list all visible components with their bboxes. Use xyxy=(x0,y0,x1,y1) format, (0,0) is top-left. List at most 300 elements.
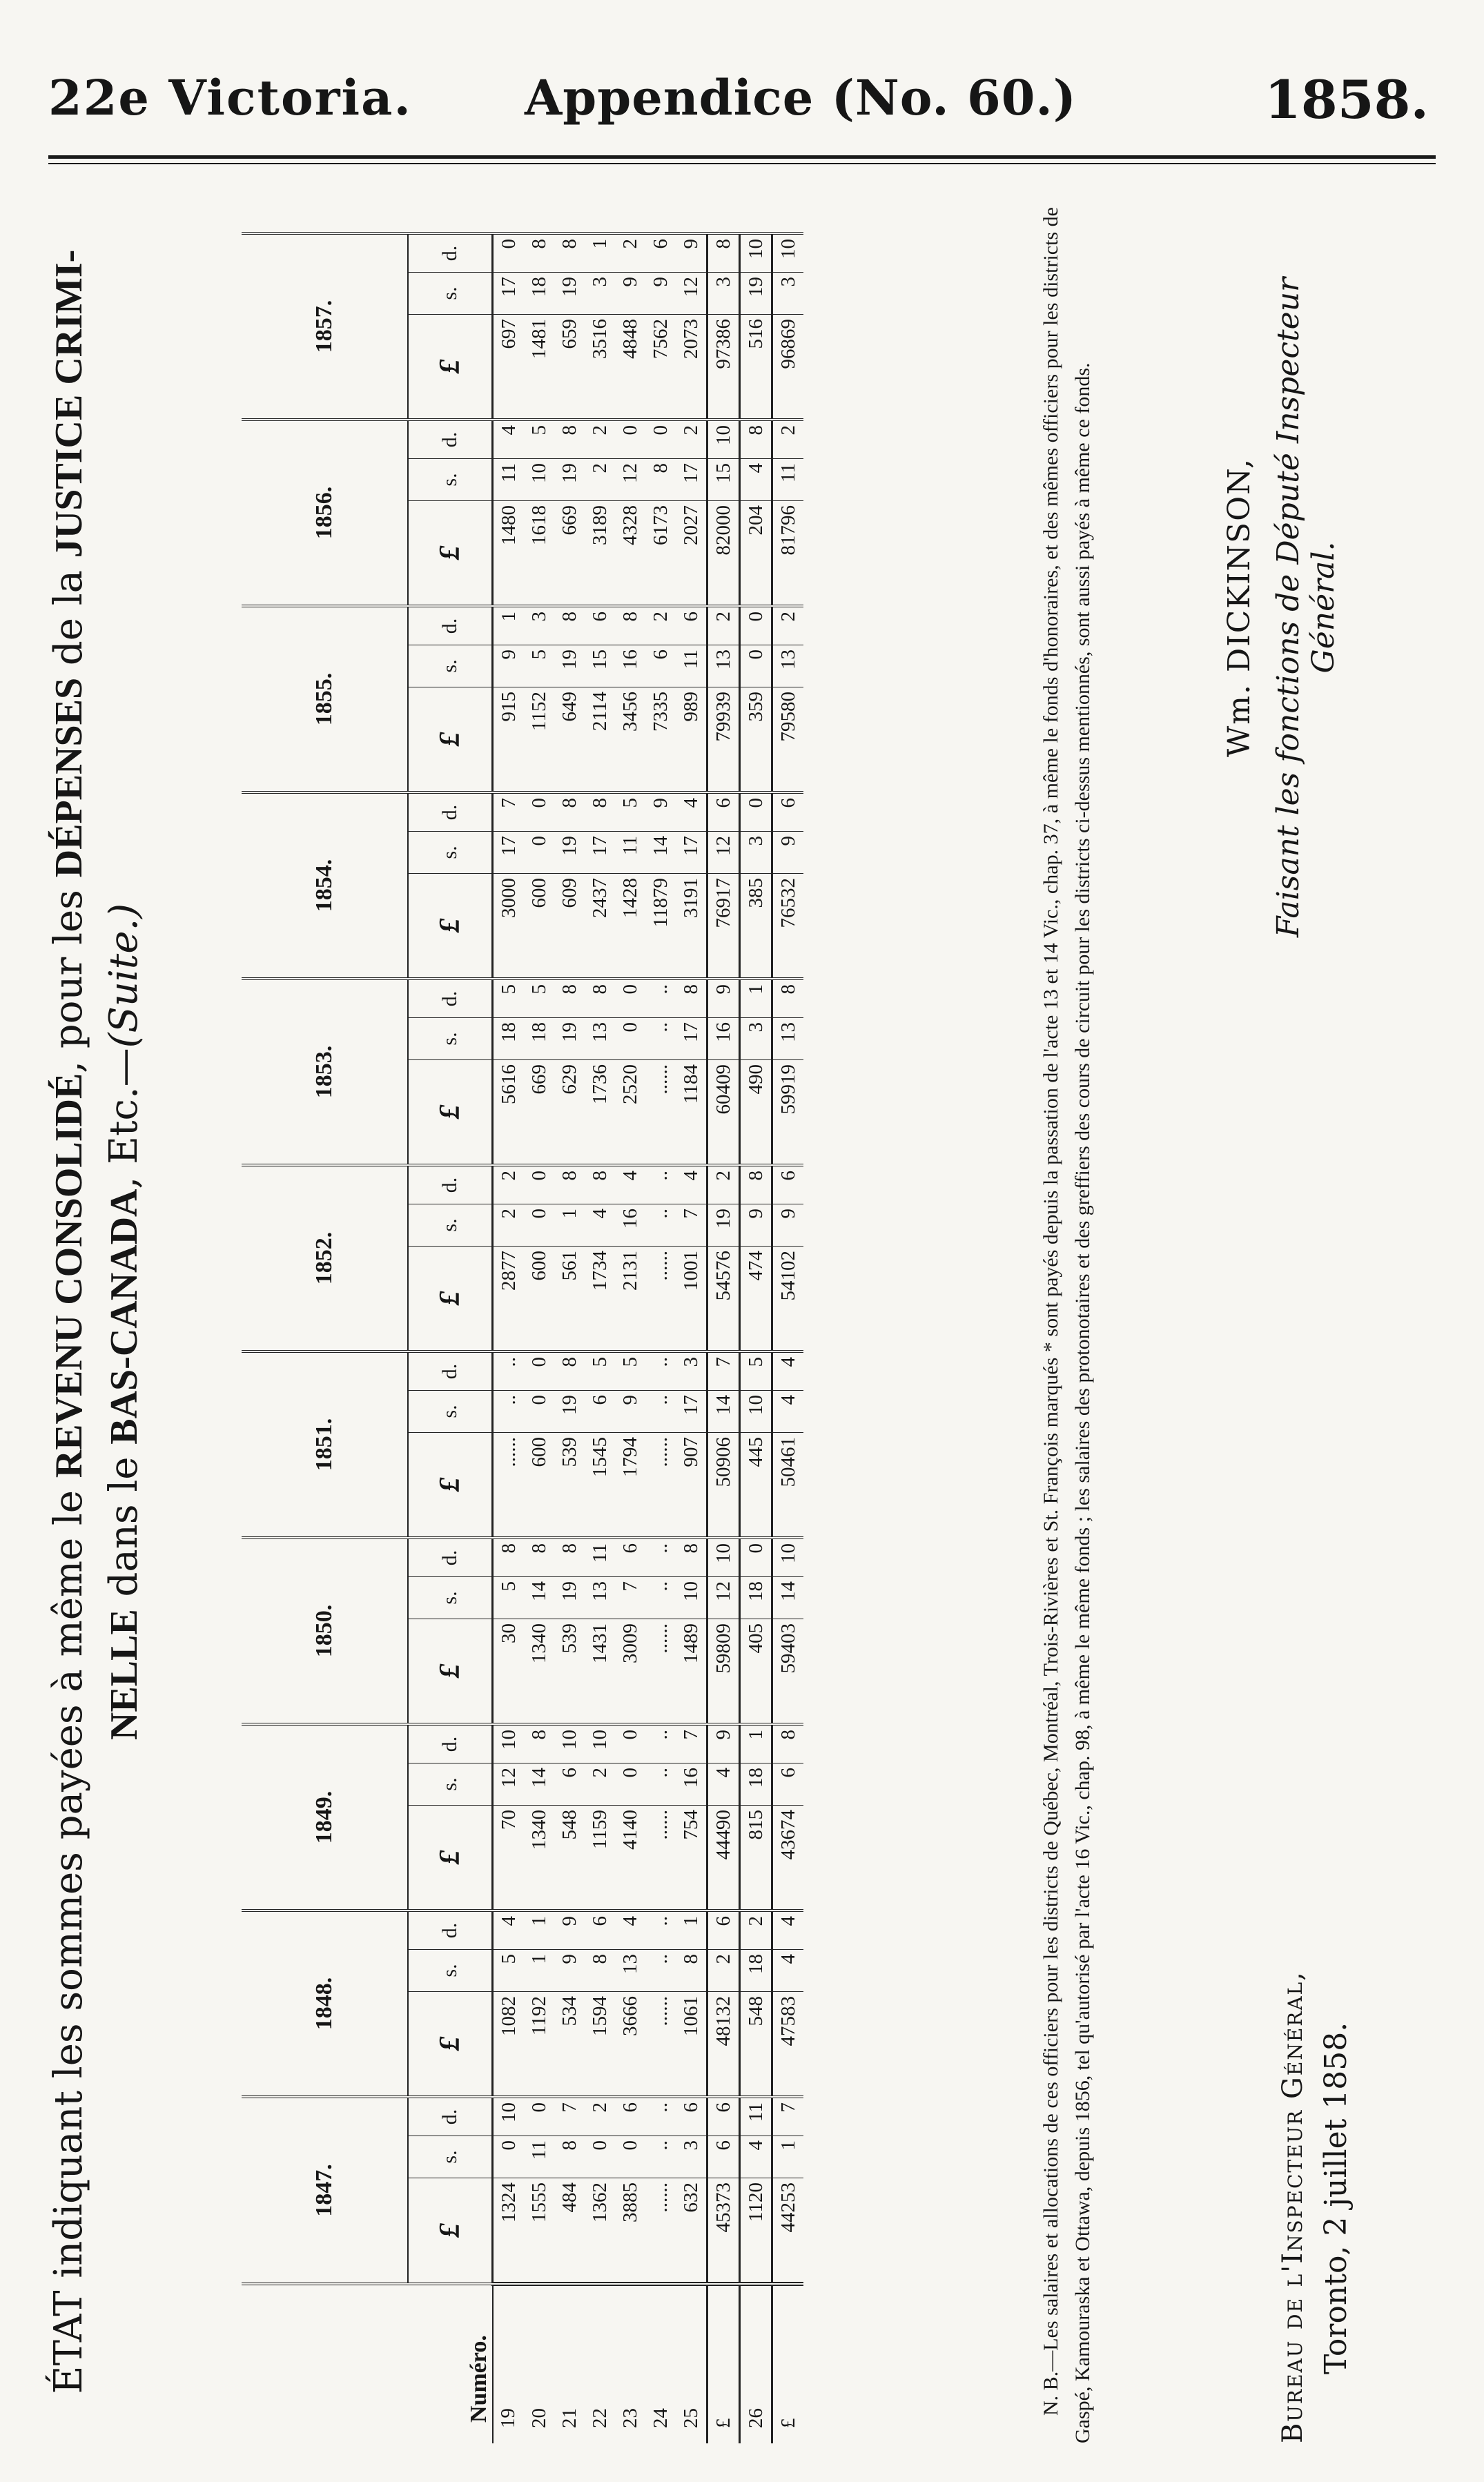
shill-cell: 17 xyxy=(493,832,525,874)
penny-cell: 5 xyxy=(524,420,554,459)
pound-cell: 59919 xyxy=(772,1060,804,1166)
penny-cell: 2 xyxy=(772,606,804,645)
penny-cell: 2 xyxy=(772,420,804,459)
shill-cell: 14 xyxy=(707,1391,740,1433)
pound-cell: 474 xyxy=(744,1251,767,1281)
pound-cell: 649 xyxy=(558,692,580,722)
year-header: 1857. xyxy=(242,233,408,420)
pound-cell: 3009 xyxy=(618,1623,641,1663)
penny-cell: 8 xyxy=(554,606,585,645)
shill-cell: 0 xyxy=(524,1204,554,1247)
shill-cell: 9 xyxy=(615,273,645,315)
shill-cell: 11 xyxy=(524,2136,554,2178)
shill-cell: 2 xyxy=(585,1763,615,1806)
shill-cell: .. xyxy=(645,1018,676,1060)
document-title xyxy=(35,173,207,2471)
shill-cell: 4 xyxy=(585,1204,615,1247)
pound-cell: ...... xyxy=(497,1437,520,1467)
penny-cell: 2 xyxy=(615,233,645,273)
penny-unit-header: d. xyxy=(408,1351,493,1391)
shill-cell: 19 xyxy=(554,273,585,315)
penny-cell: 0 xyxy=(740,1538,772,1577)
shill-cell: 13 xyxy=(585,1018,615,1060)
pound-cell: 548 xyxy=(558,1810,580,1840)
pound-cell: 359 xyxy=(744,692,767,722)
penny-cell: 8 xyxy=(676,979,707,1018)
shill-cell: 15 xyxy=(585,645,615,687)
shill-cell: 17 xyxy=(493,273,525,315)
penny-cell: 9 xyxy=(676,233,707,273)
shill-cell: 9 xyxy=(493,645,525,687)
pound-cell: 54102 xyxy=(772,1247,804,1352)
table-row xyxy=(615,233,645,2443)
pound-cell: 3666 xyxy=(618,1996,641,2036)
pound-cell: 79580 xyxy=(772,687,804,793)
title-part: , pour les xyxy=(46,877,91,1073)
pound-cell: ...... xyxy=(649,1810,672,1840)
shilling-unit-header: s. xyxy=(408,1577,493,1619)
pound-cell: 669 xyxy=(558,505,580,536)
row-number: 19 xyxy=(493,2284,525,2443)
penny-cell: 6 xyxy=(676,606,707,645)
year-header: 1851. xyxy=(242,1351,408,1538)
pound-unit-header: £ xyxy=(408,1433,493,1538)
signature-block xyxy=(1222,262,1341,952)
pound-cell: 484 xyxy=(558,2182,580,2213)
penny-cell: 8 xyxy=(585,979,615,1018)
shill-cell: 19 xyxy=(554,459,585,501)
shill-cell: 13 xyxy=(585,1577,615,1619)
shill-cell: 19 xyxy=(554,1391,585,1433)
penny-cell: 6 xyxy=(772,1165,804,1204)
pound-cell: 1120 xyxy=(744,2182,767,2222)
shill-cell: 6 xyxy=(585,1391,615,1433)
pound-cell: 1362 xyxy=(588,2182,611,2222)
pound-cell: 2437 xyxy=(588,878,611,918)
shill-cell: 18 xyxy=(740,1577,772,1619)
penny-cell: 2 xyxy=(740,1911,772,1950)
year-header: 1849. xyxy=(242,1724,408,1911)
shill-cell: 12 xyxy=(676,273,707,315)
title-emphasis: DÉPENSES xyxy=(48,677,90,878)
penny-cell: 0 xyxy=(524,1351,554,1391)
pound-cell: 1324 xyxy=(497,2182,520,2222)
penny-cell: .. xyxy=(645,1911,676,1950)
penny-cell: 11 xyxy=(585,1538,615,1577)
shill-cell: 8 xyxy=(554,2136,585,2178)
penny-cell: 4 xyxy=(772,1911,804,1950)
pound-cell: ...... xyxy=(649,2182,672,2213)
pound-cell: 405 xyxy=(744,1623,767,1654)
penny-cell: 2 xyxy=(707,1165,740,1204)
shill-cell: 4 xyxy=(707,1763,740,1806)
title-part: dans le xyxy=(101,1444,146,1610)
pound-cell: 6173 xyxy=(649,505,672,545)
penny-cell: 8 xyxy=(524,1724,554,1763)
penny-cell: 8 xyxy=(493,1538,525,1577)
penny-cell: 0 xyxy=(645,420,676,459)
shill-cell: 0 xyxy=(615,2136,645,2178)
pound-cell: 629 xyxy=(558,1064,580,1095)
penny-cell: 4 xyxy=(615,1165,645,1204)
penny-cell: 7 xyxy=(772,2097,804,2136)
penny-cell: .. xyxy=(645,979,676,1018)
penny-cell: 0 xyxy=(615,1724,645,1763)
shill-cell: 16 xyxy=(615,1204,645,1247)
penny-unit-header: d. xyxy=(408,792,493,832)
pound-cell: 50461 xyxy=(772,1433,804,1538)
pound-cell: 1545 xyxy=(588,1437,611,1477)
penny-cell: 0 xyxy=(524,1165,554,1204)
shill-cell: .. xyxy=(645,1391,676,1433)
penny-cell: 5 xyxy=(524,979,554,1018)
shill-cell: 0 xyxy=(585,2136,615,2178)
penny-cell: 6 xyxy=(615,1538,645,1577)
bureau-place-date: Toronto, 2 juillet 1858. xyxy=(1318,2022,1354,2374)
shilling-unit-header: s. xyxy=(408,273,493,315)
shill-cell: 9 xyxy=(772,1204,804,1247)
pound-cell: 815 xyxy=(744,1810,767,1840)
expenses-table xyxy=(242,232,803,2443)
table-row xyxy=(585,233,615,2443)
shilling-unit-header: s. xyxy=(408,1763,493,1806)
shill-cell: 9 xyxy=(645,273,676,315)
pound-unit-header: £ xyxy=(408,1247,493,1352)
shill-cell: .. xyxy=(645,1763,676,1806)
pound-cell: 1159 xyxy=(588,1810,611,1849)
penny-cell: 10 xyxy=(707,1538,740,1577)
pound-cell: 548 xyxy=(744,1996,767,2026)
penny-cell: 8 xyxy=(554,1351,585,1391)
pound-cell: 2073 xyxy=(679,319,702,359)
shill-cell: 13 xyxy=(615,1950,645,1992)
pound-cell: 1734 xyxy=(588,1251,611,1291)
table-row xyxy=(676,233,707,2443)
shill-cell: 19 xyxy=(554,645,585,687)
pound-cell: 30 xyxy=(497,1623,520,1643)
pound-cell: 96869 xyxy=(772,315,804,420)
penny-cell: 6 xyxy=(676,2097,707,2136)
shill-cell: 15 xyxy=(707,459,740,501)
shill-cell: 5 xyxy=(493,1950,525,1992)
penny-cell: 0 xyxy=(615,979,645,1018)
row-number: 24 xyxy=(645,2284,676,2443)
pound-cell: 2027 xyxy=(679,505,702,545)
pound-cell: 4140 xyxy=(618,1810,641,1850)
pound-cell: 1001 xyxy=(679,1251,702,1291)
shill-cell: 2 xyxy=(585,459,615,501)
penny-cell: 8 xyxy=(524,1538,554,1577)
penny-cell: 8 xyxy=(772,979,804,1018)
year-header: 1855. xyxy=(242,606,408,792)
penny-cell: 8 xyxy=(554,979,585,1018)
penny-cell: 8 xyxy=(554,1165,585,1204)
pound-cell: 3516 xyxy=(588,319,611,359)
penny-cell: 0 xyxy=(740,606,772,645)
penny-cell: 6 xyxy=(707,1911,740,1950)
shill-cell: 0 xyxy=(524,832,554,874)
shill-cell: 14 xyxy=(645,832,676,874)
pound-unit-header: £ xyxy=(408,2178,493,2285)
shill-cell: 6 xyxy=(554,1763,585,1806)
pound-cell: 48132 xyxy=(707,1992,740,2098)
penny-cell: 8 xyxy=(707,233,740,273)
pound-cell: 1618 xyxy=(527,505,550,545)
title-emphasis: NELLE xyxy=(103,1609,146,1741)
pound-cell: 3191 xyxy=(679,878,702,918)
footnote: N. B.—Les salaires et allocations de ces officiers pour les districts de Québec, Montréal, Trois-Rivières et St. François marqués * sont payés depuis la passation de l'acte 13 et 14 Vic., chap. 37, à même le fonds d'honoraires, et des mêmes officiers pour les districts de Gaspé, Kamouraska et Ottawa, depuis 1856, tel qu'autorisé par l'acte 16 Vic., chap. 98, à même le même fonds ; les salaires des protonotaires et des greffiers des cours de circuit pour les districts ci-dessus mentionnés, sont aussi payés à même ce fonds. xyxy=(1039,207,1094,2443)
unit-header-row xyxy=(408,233,493,2443)
pound-cell: 659 xyxy=(558,319,580,349)
shill-cell: 11 xyxy=(493,459,525,501)
penny-cell: 8 xyxy=(615,606,645,645)
year-header: 1847. xyxy=(242,2097,408,2284)
shill-cell: 17 xyxy=(676,459,707,501)
penny-cell: 7 xyxy=(707,1351,740,1391)
pound-cell: 5616 xyxy=(497,1064,520,1104)
shill-cell: 3 xyxy=(740,1018,772,1060)
shill-cell: 6 xyxy=(707,2136,740,2178)
penny-cell: 5 xyxy=(740,1351,772,1391)
shill-cell: .. xyxy=(645,1204,676,1247)
penny-cell: 8 xyxy=(554,792,585,832)
shill-cell: 10 xyxy=(676,1577,707,1619)
pound-cell: 204 xyxy=(744,505,767,536)
pound-cell: 1481 xyxy=(527,319,550,359)
shill-cell: 7 xyxy=(615,1577,645,1619)
row-number: 23 xyxy=(615,2284,645,2443)
pound-cell: 754 xyxy=(679,1810,702,1840)
title-part: , Etc.— xyxy=(101,1048,146,1189)
pound-cell: 54576 xyxy=(707,1247,740,1352)
shilling-unit-header: s. xyxy=(408,1391,493,1433)
penny-cell: 9 xyxy=(554,1911,585,1950)
pound-cell: 1594 xyxy=(588,1996,611,2036)
penny-cell: 8 xyxy=(772,1724,804,1763)
pound-cell: 1061 xyxy=(679,1996,702,2036)
title-suite: (Suite.) xyxy=(101,903,146,1048)
title-part: de la xyxy=(46,558,91,678)
penny-cell: 3 xyxy=(676,1351,707,1391)
shill-cell: 17 xyxy=(676,1391,707,1433)
rotated-page-content xyxy=(35,173,1429,2471)
shill-cell: 13 xyxy=(707,645,740,687)
penny-cell: 8 xyxy=(554,233,585,273)
numero-header: Numéro. xyxy=(242,2284,493,2443)
shill-cell: 19 xyxy=(554,1018,585,1060)
penny-cell: 8 xyxy=(740,420,772,459)
penny-cell: .. xyxy=(645,2097,676,2136)
pound-cell: 609 xyxy=(558,878,580,908)
penny-cell: 8 xyxy=(585,1165,615,1204)
shill-cell: 3 xyxy=(740,832,772,874)
expenses-table-wrap xyxy=(242,232,803,2443)
pound-cell: 76532 xyxy=(772,874,804,979)
year-header-row xyxy=(242,233,408,2443)
pound-cell: 1082 xyxy=(497,1996,520,2036)
pound-cell: 44253 xyxy=(772,2178,804,2285)
pound-unit-header: £ xyxy=(408,315,493,420)
penny-unit-header: d. xyxy=(408,979,493,1018)
penny-cell: 10 xyxy=(493,2097,525,2136)
penny-cell: 10 xyxy=(772,233,804,273)
shill-cell: 8 xyxy=(676,1950,707,1992)
shilling-unit-header: s. xyxy=(408,1950,493,1992)
pound-cell: 445 xyxy=(744,1437,767,1467)
shill-cell: 14 xyxy=(524,1577,554,1619)
shilling-unit-header: s. xyxy=(408,1204,493,1247)
pound-cell: 79939 xyxy=(707,687,740,793)
shill-cell: 3 xyxy=(707,273,740,315)
penny-unit-header: d. xyxy=(408,420,493,459)
shill-cell: 18 xyxy=(524,1018,554,1060)
table-row xyxy=(524,233,554,2443)
shill-cell: 1 xyxy=(772,2136,804,2178)
shill-cell: 12 xyxy=(707,1577,740,1619)
row-number: 25 xyxy=(676,2284,707,2443)
pound-cell: 43674 xyxy=(772,1806,804,1911)
pound-cell: 1489 xyxy=(679,1623,702,1663)
year-label: 1858. xyxy=(1265,69,1429,130)
pound-unit-header: £ xyxy=(408,874,493,979)
penny-cell: 6 xyxy=(645,233,676,273)
pound-cell: 989 xyxy=(679,692,702,722)
shill-cell: 9 xyxy=(772,832,804,874)
penny-cell: 7 xyxy=(554,2097,585,2136)
shill-cell: 18 xyxy=(740,1950,772,1992)
pound-cell: 2520 xyxy=(618,1064,641,1104)
penny-cell: 1 xyxy=(676,1911,707,1950)
penny-cell: 2 xyxy=(585,2097,615,2136)
table-row xyxy=(554,233,585,2443)
penny-unit-header: d. xyxy=(408,606,493,645)
pound-cell: 1184 xyxy=(679,1064,702,1104)
title-emphasis: JUSTICE CRIMI- xyxy=(48,249,90,558)
pound-cell: 60409 xyxy=(707,1060,740,1166)
table-row xyxy=(493,233,525,2443)
shill-cell: 6 xyxy=(772,1763,804,1806)
session-label: 22e Victoria. xyxy=(48,69,412,126)
penny-cell: 8 xyxy=(554,1538,585,1577)
shill-cell: 12 xyxy=(493,1763,525,1806)
penny-unit-header: d. xyxy=(408,1911,493,1950)
shill-cell: 4 xyxy=(740,459,772,501)
year-header: 1848. xyxy=(242,1911,408,2097)
pound-cell: 1555 xyxy=(527,2182,550,2222)
year-header: 1853. xyxy=(242,979,408,1165)
penny-cell: 5 xyxy=(585,1351,615,1391)
shill-cell: 10 xyxy=(740,1391,772,1433)
penny-cell: .. xyxy=(493,1351,525,1391)
shilling-unit-header: s. xyxy=(408,1018,493,1060)
year-header: 1854. xyxy=(242,792,408,979)
pound-cell: 1428 xyxy=(618,878,641,918)
penny-cell: 4 xyxy=(493,420,525,459)
shill-cell: 18 xyxy=(524,273,554,315)
pound-cell: 2131 xyxy=(618,1251,641,1291)
shill-cell: 17 xyxy=(676,832,707,874)
penny-cell: 6 xyxy=(707,2097,740,2136)
bureau-block xyxy=(1277,1477,1354,2443)
penny-cell: 4 xyxy=(676,792,707,832)
penny-unit-header: d. xyxy=(408,1724,493,1763)
penny-cell: 1 xyxy=(524,1911,554,1950)
pound-cell: 632 xyxy=(679,2182,702,2213)
pound-cell: 490 xyxy=(744,1064,767,1095)
penny-cell: 5 xyxy=(615,792,645,832)
pound-unit-header: £ xyxy=(408,1992,493,2098)
penny-cell: 0 xyxy=(740,792,772,832)
penny-cell: 0 xyxy=(524,2097,554,2136)
page-header xyxy=(0,0,1484,159)
shill-cell: 1 xyxy=(524,1950,554,1992)
pound-cell: 44490 xyxy=(707,1806,740,1911)
year-header: 1850. xyxy=(242,1538,408,1724)
pound-unit-header: £ xyxy=(408,501,493,607)
penny-cell: 4 xyxy=(676,1165,707,1204)
pound-cell: 539 xyxy=(558,1437,580,1467)
pound-cell: 97386 xyxy=(707,315,740,420)
pound-cell: 385 xyxy=(744,878,767,908)
penny-cell: .. xyxy=(645,1724,676,1763)
row-number: £ xyxy=(707,2284,740,2443)
penny-cell: 1 xyxy=(740,979,772,1018)
shill-cell: 19 xyxy=(707,1204,740,1247)
appendix-label: Appendice (No. 60.) xyxy=(525,69,1077,126)
row-number: 22 xyxy=(585,2284,615,2443)
shill-cell: 3 xyxy=(676,2136,707,2178)
penny-cell: 8 xyxy=(524,233,554,273)
shilling-unit-header: s. xyxy=(408,459,493,501)
pound-cell: 1340 xyxy=(527,1623,550,1663)
bureau-name: Bureau de l'Inspecteur Général, xyxy=(1277,1971,1309,2443)
pound-cell: 2114 xyxy=(588,692,611,731)
shill-cell: 11 xyxy=(772,459,804,501)
penny-cell: 10 xyxy=(740,233,772,273)
penny-unit-header: d. xyxy=(408,233,493,273)
penny-cell: 10 xyxy=(585,1724,615,1763)
penny-cell: 2 xyxy=(645,606,676,645)
shill-cell: 0 xyxy=(524,1391,554,1433)
penny-cell: 0 xyxy=(524,792,554,832)
shill-cell: 16 xyxy=(615,645,645,687)
shill-cell: 10 xyxy=(524,459,554,501)
shill-cell: 16 xyxy=(676,1763,707,1806)
shill-cell: 3 xyxy=(772,273,804,315)
shill-cell: 9 xyxy=(615,1391,645,1433)
shill-cell: 18 xyxy=(740,1763,772,1806)
pound-cell: 697 xyxy=(497,319,520,349)
shill-cell: 14 xyxy=(772,1577,804,1619)
penny-cell: 4 xyxy=(772,1351,804,1391)
shill-cell: 0 xyxy=(493,2136,525,2178)
pound-unit-header: £ xyxy=(408,1806,493,1911)
pound-cell: 600 xyxy=(527,1437,550,1467)
pound-cell: 669 xyxy=(527,1064,550,1095)
penny-cell: 2 xyxy=(676,420,707,459)
pound-unit-header: £ xyxy=(408,1619,493,1725)
pound-cell: ...... xyxy=(649,1251,672,1281)
shill-cell: 17 xyxy=(676,1018,707,1060)
pound-cell: 915 xyxy=(497,692,520,722)
pound-cell: 2877 xyxy=(497,1251,520,1291)
pound-cell: 3189 xyxy=(588,505,611,545)
penny-cell: 6 xyxy=(585,1911,615,1950)
penny-cell: 10 xyxy=(707,420,740,459)
penny-cell: 9 xyxy=(707,1724,740,1763)
penny-cell: 5 xyxy=(615,1351,645,1391)
penny-cell: 9 xyxy=(645,792,676,832)
